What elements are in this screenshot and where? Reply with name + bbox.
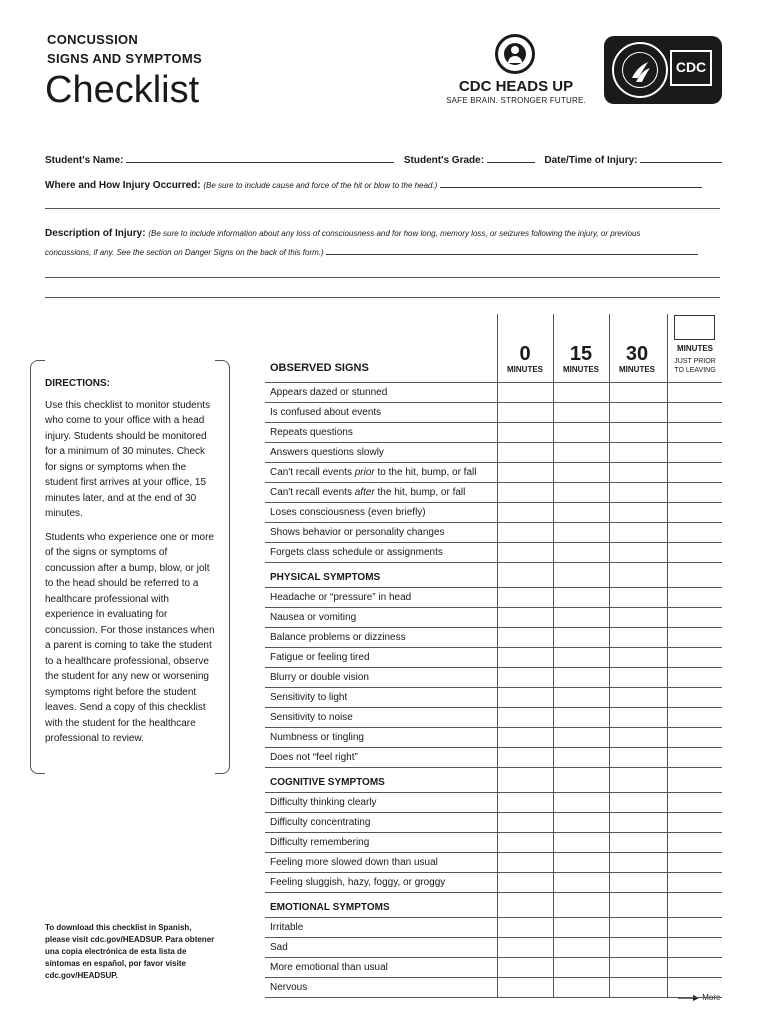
check-cell-before-leaving[interactable] bbox=[667, 958, 723, 977]
symptom-row bbox=[265, 728, 722, 748]
symptom-row bbox=[265, 793, 722, 813]
check-cell-before-leaving[interactable] bbox=[667, 608, 723, 627]
check-cell-before-leaving[interactable] bbox=[667, 523, 723, 542]
directions-heading: DIRECTIONS: bbox=[45, 378, 110, 389]
symptom-label: Loses consciousness (even briefly) bbox=[270, 507, 426, 518]
check-cell-0-min[interactable] bbox=[497, 688, 554, 707]
check-cell-15-min[interactable] bbox=[553, 503, 610, 522]
check-cell-before-leaving[interactable] bbox=[667, 423, 723, 442]
symptom-label: Balance problems or dizziness bbox=[270, 632, 406, 643]
symptom-row bbox=[265, 708, 722, 728]
check-cell-30-min[interactable] bbox=[609, 503, 668, 522]
symptom-row bbox=[265, 938, 722, 958]
check-cell-30-min[interactable] bbox=[609, 853, 668, 872]
symptom-label: Does not “feel right” bbox=[270, 752, 358, 763]
heads-up-tagline: SAFE BRAIN. STRONGER FUTURE. bbox=[446, 96, 586, 105]
check-cell-0-min[interactable] bbox=[497, 463, 554, 482]
check-cell-before-leaving[interactable] bbox=[667, 853, 723, 872]
check-cell-15-min[interactable] bbox=[553, 938, 610, 957]
symptom-label: Forgets class schedule or assignments bbox=[270, 547, 443, 558]
description-row bbox=[45, 228, 725, 239]
check-cell-15-min[interactable] bbox=[553, 588, 610, 607]
observed-signs-heading: OBSERVED SIGNS bbox=[270, 362, 369, 374]
symptom-row bbox=[265, 978, 722, 998]
check-cell-0-min[interactable] bbox=[497, 523, 554, 542]
directions-para-2: Students who experience one or more of the signs or symptoms of concussion after a bump, blow, or jolt to the head should be referred to a healthcare professional with experience in evaluating for concussion. For those instances when a parent is coming to take the student to a healthcare professional, observe the student for any new or worsening symptoms right before the student leaves. Send a copy of this checklist with the student for the healthcare professional to review. bbox=[45, 531, 215, 744]
student-grade-field[interactable] bbox=[487, 153, 535, 163]
check-cell-30-min[interactable] bbox=[609, 938, 668, 957]
student-name-label: Student's Name: bbox=[45, 155, 124, 166]
symptom-row bbox=[265, 833, 722, 853]
check-cell-before-leaving[interactable] bbox=[667, 443, 723, 462]
check-cell-15-min[interactable] bbox=[553, 423, 610, 442]
check-cell-0-min[interactable] bbox=[497, 668, 554, 687]
check-cell-0-min[interactable] bbox=[497, 748, 554, 767]
student-grade-label: Student's Grade: bbox=[403, 155, 485, 166]
check-cell-0-min[interactable] bbox=[497, 423, 554, 442]
symptom-row bbox=[265, 668, 722, 688]
check-cell-30-min[interactable] bbox=[609, 958, 668, 977]
check-cell-30-min[interactable] bbox=[609, 748, 668, 767]
symptom-label: Blurry or double vision bbox=[270, 672, 369, 683]
symptom-row bbox=[265, 588, 722, 608]
symptom-row bbox=[265, 813, 722, 833]
symptom-label: Shows behavior or personality changes bbox=[270, 527, 445, 538]
description-note-1: (Be sure to include information about any loss of consciousness and for how long, memory loss, or seizures following the injury, or previous bbox=[148, 229, 641, 238]
symptom-row bbox=[265, 853, 722, 873]
directions-para-1: Use this checklist to monitor students who come to your office with a head injury. Students should be monitored for a minimum of 30 minutes. Check for signs or symptoms when the student first arrives at your office, 15 minutes later, and at the end of 30 minutes. bbox=[45, 399, 211, 519]
check-cell-30-min[interactable] bbox=[609, 543, 668, 562]
check-cell-15-min[interactable] bbox=[553, 958, 610, 977]
check-cell-0-min[interactable] bbox=[497, 588, 554, 607]
check-cell-15-min[interactable] bbox=[553, 748, 610, 767]
check-cell-15-min[interactable] bbox=[553, 523, 610, 542]
check-cell-30-min[interactable] bbox=[609, 728, 668, 747]
column-0-number: 0 bbox=[519, 343, 531, 365]
check-cell-15-min[interactable] bbox=[553, 813, 610, 832]
symptom-row bbox=[265, 873, 722, 893]
check-cell-before-leaving[interactable] bbox=[667, 588, 723, 607]
check-cell-0-min[interactable] bbox=[497, 978, 554, 997]
emotional-symptoms-heading bbox=[265, 893, 722, 918]
check-cell-30-min[interactable] bbox=[609, 668, 668, 687]
check-cell-30-min[interactable] bbox=[609, 688, 668, 707]
symptom-row bbox=[265, 748, 722, 768]
check-cell-0-min[interactable] bbox=[497, 628, 554, 647]
column-custom-sub-2: TO LEAVING bbox=[674, 367, 716, 374]
symptom-label: Feeling sluggish, hazy, foggy, or groggy bbox=[270, 877, 446, 888]
check-cell-30-min[interactable] bbox=[609, 443, 668, 462]
check-cell-15-min[interactable] bbox=[553, 463, 610, 482]
check-cell-0-min[interactable] bbox=[497, 503, 554, 522]
check-cell-15-min[interactable] bbox=[553, 403, 610, 422]
emotional-symptoms-heading-label: EMOTIONAL SYMPTOMS bbox=[270, 902, 390, 913]
symptom-label: More emotional than usual bbox=[270, 962, 388, 973]
symptom-row bbox=[265, 543, 722, 563]
check-cell-30-min[interactable] bbox=[609, 588, 668, 607]
check-cell-30-min[interactable] bbox=[609, 793, 668, 812]
page-title: Checklist bbox=[45, 69, 200, 111]
hhs-seal-icon bbox=[612, 42, 668, 98]
check-cell-before-leaving[interactable] bbox=[667, 793, 723, 812]
kicker-line-2: SIGNS AND SYMPTOMS bbox=[47, 51, 202, 66]
check-cell-0-min[interactable] bbox=[497, 608, 554, 627]
check-cell-before-leaving[interactable] bbox=[667, 668, 723, 687]
symptom-label: Headache or “pressure” in head bbox=[270, 592, 412, 603]
physical-symptoms-heading bbox=[265, 563, 722, 588]
check-cell-0-min[interactable] bbox=[497, 918, 554, 937]
check-cell-15-min[interactable] bbox=[553, 688, 610, 707]
column-custom-sub-1: JUST PRIOR bbox=[674, 358, 716, 365]
check-cell-15-min[interactable] bbox=[553, 833, 610, 852]
check-cell-0-min[interactable] bbox=[497, 833, 554, 852]
symptom-label: Sensitivity to noise bbox=[270, 712, 353, 723]
check-cell-0-min[interactable] bbox=[497, 728, 554, 747]
description-field-line-3[interactable] bbox=[45, 297, 720, 298]
more-label: More bbox=[702, 993, 721, 1002]
symptom-label: Difficulty thinking clearly bbox=[270, 797, 377, 808]
where-row bbox=[45, 178, 725, 191]
check-cell-before-leaving[interactable] bbox=[667, 833, 723, 852]
column-15-unit: MINUTES bbox=[563, 365, 599, 374]
check-cell-before-leaving[interactable] bbox=[667, 543, 723, 562]
custom-minutes-input[interactable] bbox=[674, 315, 715, 340]
check-cell-0-min[interactable] bbox=[497, 483, 554, 502]
symptom-label: Numbness or tingling bbox=[270, 732, 364, 743]
check-cell-before-leaving[interactable] bbox=[667, 688, 723, 707]
check-cell-30-min[interactable] bbox=[609, 708, 668, 727]
check-cell-30-min[interactable] bbox=[609, 383, 668, 402]
symptom-label: Nervous bbox=[270, 982, 308, 993]
cdc-wordmark: CDC bbox=[670, 50, 712, 86]
kicker-line-1: CONCUSSION bbox=[47, 32, 139, 47]
heads-up-name: CDC HEADS UP bbox=[458, 78, 574, 95]
check-cell-before-leaving[interactable] bbox=[667, 873, 723, 892]
column-custom-unit: MINUTES bbox=[677, 344, 713, 353]
symptom-label: Feeling more slowed down than usual bbox=[270, 857, 438, 868]
symptom-label: Nausea or vomiting bbox=[270, 612, 357, 623]
check-cell-before-leaving[interactable] bbox=[667, 938, 723, 957]
check-cell-before-leaving[interactable] bbox=[667, 748, 723, 767]
check-cell-30-min[interactable] bbox=[609, 523, 668, 542]
check-cell-before-leaving[interactable] bbox=[667, 483, 723, 502]
check-cell-before-leaving[interactable] bbox=[667, 403, 723, 422]
symptom-row bbox=[265, 958, 722, 978]
symptom-row bbox=[265, 608, 722, 628]
check-cell-15-min[interactable] bbox=[553, 443, 610, 462]
check-cell-30-min[interactable] bbox=[609, 608, 668, 627]
check-cell-0-min[interactable] bbox=[497, 853, 554, 872]
check-cell-0-min[interactable] bbox=[497, 873, 554, 892]
check-cell-before-leaving[interactable] bbox=[667, 813, 723, 832]
check-cell-0-min[interactable] bbox=[497, 383, 554, 402]
check-cell-before-leaving[interactable] bbox=[667, 708, 723, 727]
check-cell-0-min[interactable] bbox=[497, 958, 554, 977]
column-30-number: 30 bbox=[625, 343, 649, 365]
column-custom-sub bbox=[667, 357, 723, 375]
check-cell-0-min[interactable] bbox=[497, 543, 554, 562]
column-30-unit: MINUTES bbox=[619, 365, 655, 374]
check-cell-15-min[interactable] bbox=[553, 708, 610, 727]
check-cell-30-min[interactable] bbox=[609, 628, 668, 647]
symptom-label: Sensitivity to light bbox=[270, 692, 348, 703]
column-15-number: 15 bbox=[569, 343, 593, 365]
symptom-row bbox=[265, 688, 722, 708]
symptom-label: Difficulty remembering bbox=[270, 837, 370, 848]
check-cell-30-min[interactable] bbox=[609, 423, 668, 442]
symptom-label: Irritable bbox=[270, 922, 304, 933]
check-cell-15-min[interactable] bbox=[553, 873, 610, 892]
check-cell-30-min[interactable] bbox=[609, 483, 668, 502]
description-field[interactable] bbox=[326, 245, 698, 255]
symptom-row bbox=[265, 503, 722, 523]
check-cell-before-leaving[interactable] bbox=[667, 503, 723, 522]
symptom-label: Appears dazed or stunned bbox=[270, 387, 388, 398]
check-cell-15-min[interactable] bbox=[553, 728, 610, 747]
check-cell-30-min[interactable] bbox=[609, 463, 668, 482]
check-cell-0-min[interactable] bbox=[497, 648, 554, 667]
symptom-row bbox=[265, 403, 722, 423]
symptom-label: Sad bbox=[270, 942, 288, 953]
where-field-line-2[interactable] bbox=[45, 208, 720, 209]
check-cell-15-min[interactable] bbox=[553, 853, 610, 872]
symptom-row bbox=[265, 483, 722, 503]
where-field[interactable] bbox=[440, 178, 702, 188]
symptom-label: Difficulty concentrating bbox=[270, 817, 371, 828]
check-cell-30-min[interactable] bbox=[609, 833, 668, 852]
check-cell-15-min[interactable] bbox=[553, 793, 610, 812]
check-cell-before-leaving[interactable] bbox=[667, 728, 723, 747]
symptom-label: Is confused about events bbox=[270, 407, 382, 418]
heads-up-person-icon bbox=[495, 34, 535, 74]
check-cell-30-min[interactable] bbox=[609, 978, 668, 997]
physical-symptoms-heading-label: PHYSICAL SYMPTOMS bbox=[270, 572, 381, 583]
date-time-label: Date/Time of Injury: bbox=[544, 155, 638, 166]
symptom-label: Fatigue or feeling tired bbox=[270, 652, 370, 663]
check-cell-30-min[interactable] bbox=[609, 648, 668, 667]
symptom-row bbox=[265, 443, 722, 463]
heads-up-logo bbox=[440, 32, 592, 112]
cognitive-symptoms-heading-label: COGNITIVE SYMPTOMS bbox=[270, 777, 385, 788]
cdc-logo bbox=[604, 36, 722, 104]
check-cell-30-min[interactable] bbox=[609, 813, 668, 832]
form-kicker bbox=[47, 30, 202, 68]
student-name-field[interactable] bbox=[126, 153, 394, 163]
symptom-label: Repeats questions bbox=[270, 427, 353, 438]
symptom-label: Answers questions slowly bbox=[270, 447, 384, 458]
directions-box bbox=[30, 360, 230, 774]
symptom-row bbox=[265, 918, 722, 938]
where-label: Where and How Injury Occurred: bbox=[45, 180, 201, 191]
symptom-row bbox=[265, 523, 722, 543]
symptom-row bbox=[265, 423, 722, 443]
description-field-line-2[interactable] bbox=[45, 277, 720, 278]
check-cell-before-leaving[interactable] bbox=[667, 383, 723, 402]
symptom-row bbox=[265, 463, 722, 483]
check-cell-15-min[interactable] bbox=[553, 543, 610, 562]
check-cell-30-min[interactable] bbox=[609, 403, 668, 422]
description-label: Description of Injury: bbox=[45, 228, 146, 239]
spanish-note: To download this checklist in Spanish, please visit cdc.gov/HEADSUP. Para obtener una copia electrónica de esta lista de síntomas en español, por favor visite cdc.gov/HEADSUP. bbox=[45, 923, 215, 980]
symptom-table bbox=[265, 382, 722, 998]
column-0-unit: MINUTES bbox=[507, 365, 543, 374]
description-note-2: concussions, if any. See the section on Danger Signs on the back of this form.) bbox=[45, 248, 324, 257]
check-cell-15-min[interactable] bbox=[553, 608, 610, 627]
check-cell-0-min[interactable] bbox=[497, 813, 554, 832]
check-cell-15-min[interactable] bbox=[553, 383, 610, 402]
check-cell-30-min[interactable] bbox=[609, 918, 668, 937]
check-cell-15-min[interactable] bbox=[553, 978, 610, 997]
student-info-row bbox=[45, 153, 725, 166]
check-cell-before-leaving[interactable] bbox=[667, 463, 723, 482]
check-cell-0-min[interactable] bbox=[497, 793, 554, 812]
check-cell-before-leaving[interactable] bbox=[667, 978, 723, 997]
symptom-row bbox=[265, 648, 722, 668]
description-row-2 bbox=[45, 245, 725, 258]
symptom-row bbox=[265, 383, 722, 403]
check-cell-30-min[interactable] bbox=[609, 873, 668, 892]
date-time-field[interactable] bbox=[640, 153, 722, 163]
check-cell-15-min[interactable] bbox=[553, 648, 610, 667]
symptom-row bbox=[265, 628, 722, 648]
check-cell-0-min[interactable] bbox=[497, 403, 554, 422]
check-cell-15-min[interactable] bbox=[553, 628, 610, 647]
where-note: (Be sure to include cause and force of the hit or blow to the head.) bbox=[203, 181, 438, 190]
symptom-label: Can't recall events after the hit, bump, or fall bbox=[270, 487, 466, 498]
check-cell-0-min[interactable] bbox=[497, 443, 554, 462]
check-cell-0-min[interactable] bbox=[497, 938, 554, 957]
check-cell-before-leaving[interactable] bbox=[667, 918, 723, 937]
check-cell-0-min[interactable] bbox=[497, 708, 554, 727]
check-cell-15-min[interactable] bbox=[553, 668, 610, 687]
check-cell-before-leaving[interactable] bbox=[667, 628, 723, 647]
cognitive-symptoms-heading bbox=[265, 768, 722, 793]
check-cell-15-min[interactable] bbox=[553, 483, 610, 502]
check-cell-15-min[interactable] bbox=[553, 918, 610, 937]
symptom-label: Can't recall events prior to the hit, bump, or fall bbox=[270, 467, 477, 478]
check-cell-before-leaving[interactable] bbox=[667, 648, 723, 667]
